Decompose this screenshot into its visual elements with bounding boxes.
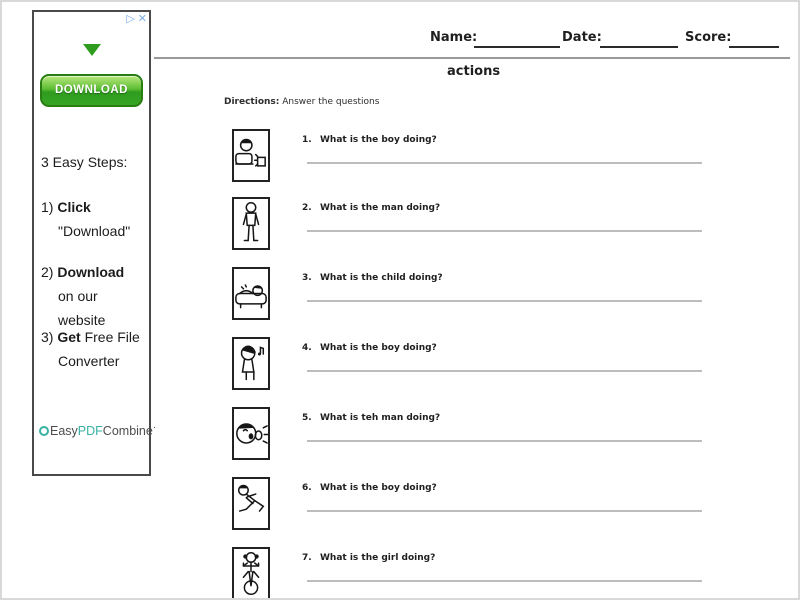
question-number: 5. xyxy=(302,413,312,423)
question-number: 7. xyxy=(302,553,312,563)
question-number: 3. xyxy=(302,273,312,283)
answer-line xyxy=(307,580,702,582)
question-row xyxy=(232,129,702,191)
name-blank-line xyxy=(474,46,560,48)
question-row xyxy=(232,547,702,600)
question-number: 4. xyxy=(302,343,312,353)
score-blank-line xyxy=(729,46,779,48)
question-number: 2. xyxy=(302,203,312,213)
question-row xyxy=(232,267,702,329)
question-image-boy-watching-tv xyxy=(232,129,270,182)
answer-line xyxy=(307,230,702,232)
ad-step: 3) Get Free File Converter xyxy=(41,329,140,369)
question-text: What is teh man doing? xyxy=(320,413,441,423)
directions xyxy=(224,97,379,107)
down-arrow-icon xyxy=(83,44,101,56)
logo-text-pdf: PDF xyxy=(77,424,103,439)
question-number: 6. xyxy=(302,483,312,493)
directions-text: Answer the questions xyxy=(279,97,380,107)
question-image-man-walking xyxy=(232,197,270,250)
directions-label: Directions: xyxy=(224,97,280,107)
logo-text-combine: Combine xyxy=(102,424,153,439)
ad-step: 2) Download on our website xyxy=(41,264,125,328)
question-image-child-sleeping-couch xyxy=(232,267,270,320)
question-row xyxy=(232,407,702,469)
question-text: What is the man doing? xyxy=(320,203,441,213)
question-image-boy-running xyxy=(232,477,270,530)
answer-line xyxy=(307,440,702,442)
question-text: What is the child doing? xyxy=(320,273,443,283)
logo-text-easy: Easy xyxy=(50,424,78,439)
answer-line xyxy=(307,510,702,512)
answer-line xyxy=(307,300,702,302)
name-label: Name: xyxy=(430,30,478,45)
adchoices-icon[interactable]: ▷ xyxy=(126,13,135,25)
ad-steps-title: 3 Easy Steps: xyxy=(41,154,128,170)
easypdfcombine-logo[interactable] xyxy=(39,422,157,439)
question-image-boy-singing xyxy=(232,337,270,390)
question-image-girl-riding-bike xyxy=(232,547,270,600)
ad-controls xyxy=(126,13,147,25)
ad-step: 1) Click "Download" xyxy=(41,199,131,239)
logo-icon xyxy=(39,426,49,436)
question-text: What is the boy doing? xyxy=(320,483,437,493)
header-rule xyxy=(154,57,790,59)
question-row xyxy=(232,197,702,259)
download-button[interactable]: DOWNLOAD xyxy=(40,74,143,107)
question-row xyxy=(232,477,702,539)
score-label: Score: xyxy=(685,30,732,45)
answer-line xyxy=(307,370,702,372)
question-text: What is the boy doing? xyxy=(320,343,437,353)
question-text: What is the girl doing? xyxy=(320,553,436,563)
answer-line xyxy=(307,162,702,164)
date-label: Date: xyxy=(562,30,602,45)
question-row xyxy=(232,337,702,399)
question-image-man-shouting xyxy=(232,407,270,460)
question-number: 1. xyxy=(302,135,312,145)
ad-close-icon[interactable]: ✕ xyxy=(137,13,147,25)
logo-trademark: · xyxy=(152,422,157,433)
ad-sidebar xyxy=(32,10,157,476)
worksheet-title: actions xyxy=(447,64,501,79)
date-blank-line xyxy=(600,46,678,48)
question-text: What is the boy doing? xyxy=(320,135,437,145)
